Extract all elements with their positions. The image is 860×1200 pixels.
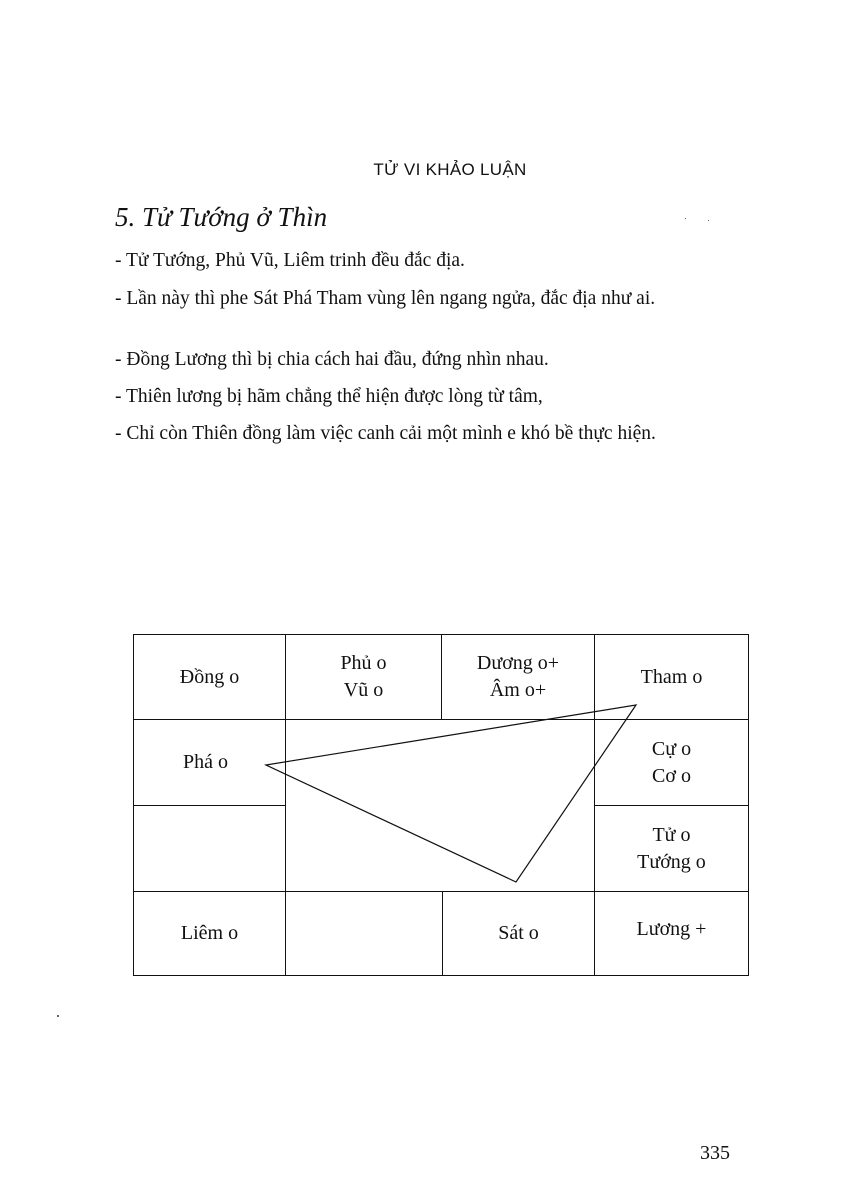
star-label: Tham o (640, 665, 703, 688)
star-label: Âm o+ (489, 679, 547, 701)
palace-dan (133, 891, 286, 976)
scan-speck (708, 220, 709, 221)
palace-thin (133, 719, 286, 806)
star-label: Phủ o (340, 652, 387, 674)
paragraph: - Lần này thì phe Sát Phá Tham vùng lên ngang ngửa, đắc địa như ai. (115, 288, 656, 309)
star-label: Sát o (498, 922, 539, 944)
star-label: Cơ o (652, 764, 691, 787)
star-label: Đồng o (179, 665, 240, 688)
star-label: Liêm o (180, 922, 239, 944)
star-label: Tử o (652, 823, 691, 846)
star-label: Lương + (636, 918, 707, 940)
star-label: Phá o (183, 751, 228, 773)
palace-suu (285, 891, 443, 976)
section-title: 5. Tử Tướng ở Thìn (115, 202, 328, 232)
star-label: Tướng o (637, 850, 706, 873)
palace-dau (594, 719, 749, 806)
palace-mui (441, 634, 595, 720)
paragraph: - Tử Tướng, Phủ Vũ, Liêm trinh đều đắc địa. (115, 250, 465, 271)
palace-ti (442, 891, 595, 976)
palace-tuat (594, 805, 749, 892)
palace-ngo (285, 634, 442, 720)
star-label: Vũ o (343, 679, 384, 701)
page-number: 335 (700, 1142, 730, 1164)
running-header: TỬ VI KHẢO LUẬN (373, 160, 527, 179)
palace-than (594, 634, 749, 720)
scan-speck (685, 218, 686, 219)
horoscope-chart (133, 634, 749, 976)
chart-center (285, 719, 595, 892)
star-label: Cự o (651, 737, 692, 760)
paragraph: - Thiên lương bị hãm chẳng thể hiện được lòng từ tâm, (115, 386, 543, 407)
paragraph: - Chỉ còn Thiên đồng làm việc canh cải một mình e khó bề thực hiện. (115, 423, 656, 444)
star-label: Dương o+ (476, 652, 560, 674)
palace-hoi (594, 891, 749, 976)
palace-mao (133, 805, 286, 892)
palace-ty (133, 634, 286, 720)
scan-speck (57, 1015, 59, 1017)
paragraph: - Đồng Lương thì bị chia cách hai đầu, đứng nhìn nhau. (115, 349, 549, 370)
